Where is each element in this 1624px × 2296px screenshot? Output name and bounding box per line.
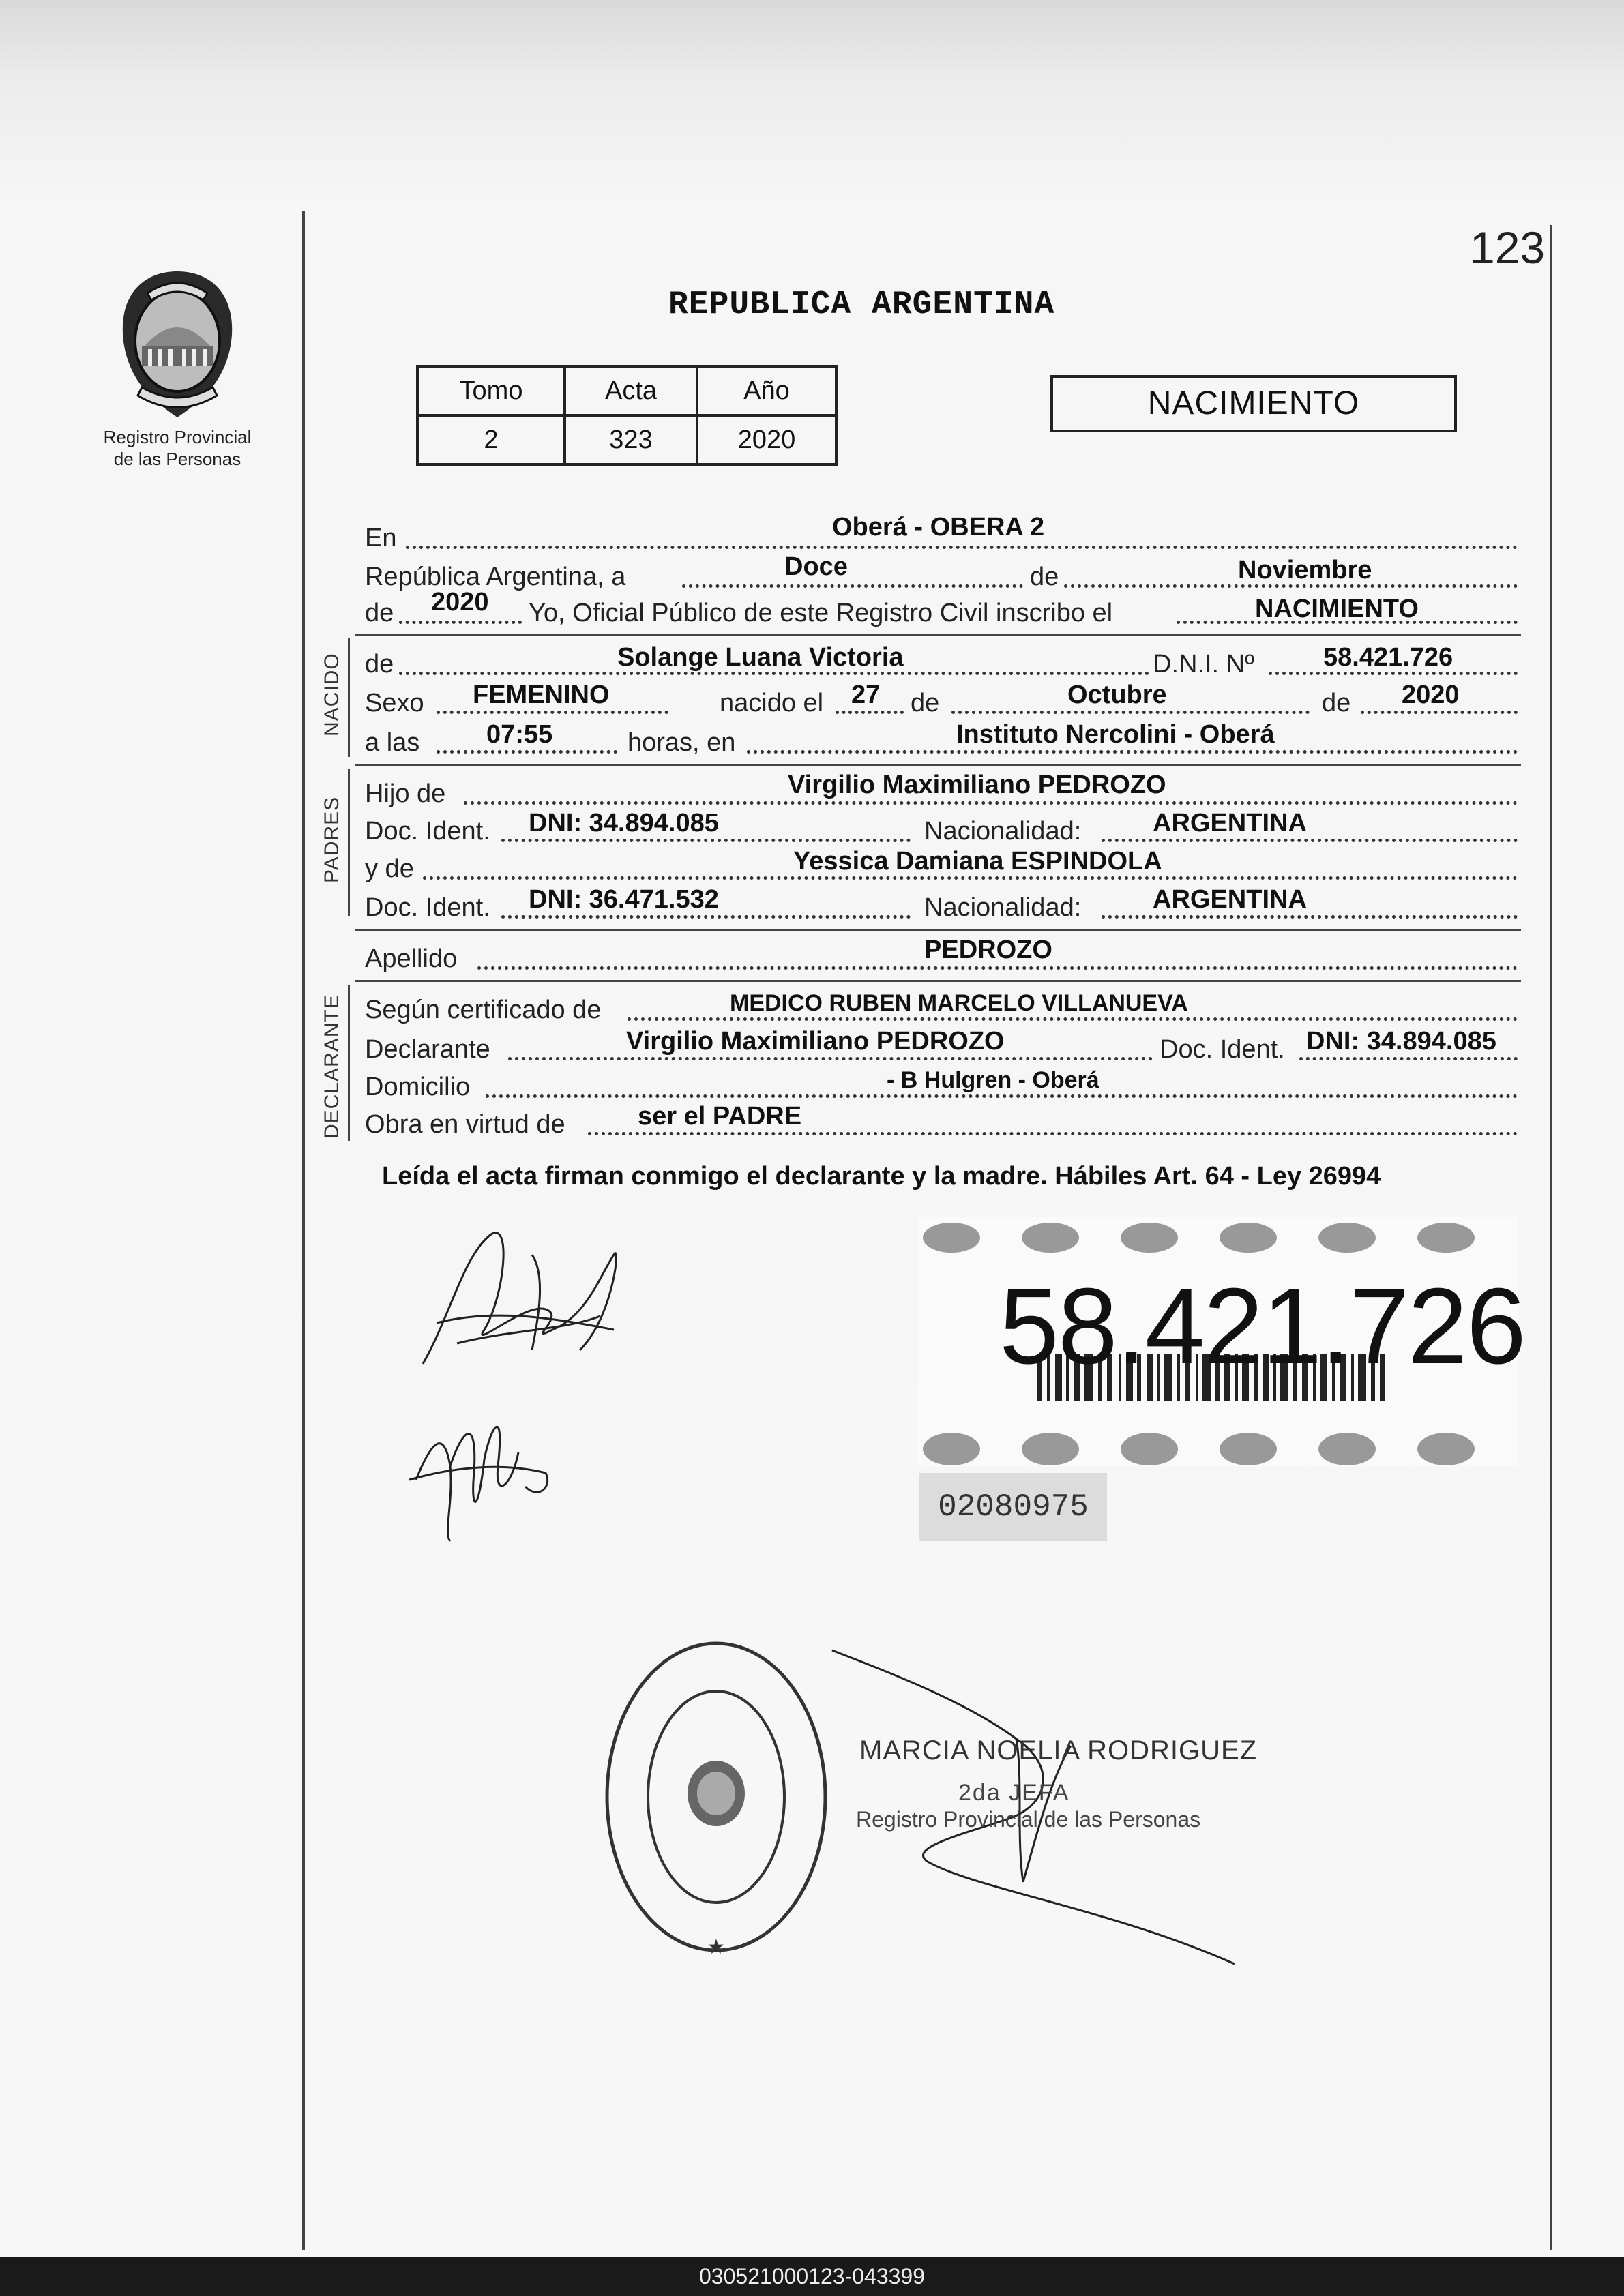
declarante-signature-icon: [409, 1214, 641, 1377]
padres-bracket: [348, 769, 350, 916]
value-father-nat: ARGENTINA: [1153, 809, 1307, 837]
registry-header-row: [417, 366, 836, 415]
value-domicilio: - B Hulgren - Oberá: [887, 1067, 1099, 1093]
dots-birth-year: [1361, 711, 1518, 714]
value-hour: 07:55: [486, 720, 553, 749]
label-a-las: a las: [365, 728, 420, 757]
value-obra: ser el PADRE: [638, 1102, 802, 1131]
mother-signature-icon: [402, 1384, 559, 1555]
declarante-bracket: [348, 985, 350, 1141]
label-father-doc: Doc. Ident.: [365, 817, 490, 846]
official-name: MARCIA NOELIA RODRIGUEZ: [859, 1735, 1258, 1765]
section-divider-3: [355, 929, 1521, 931]
header-acta: Acta: [565, 366, 697, 415]
registry-table: [416, 365, 838, 466]
dots-certificado: [628, 1017, 1518, 1021]
dots-obra: [588, 1132, 1518, 1135]
dots-hour: [437, 750, 617, 754]
dots-father: [464, 801, 1518, 805]
record-type-box: NACIMIENTO: [1050, 375, 1457, 432]
label-de-name: de: [365, 650, 394, 679]
value-name: Solange Luana Victoria: [617, 643, 904, 672]
left-margin-line: [302, 211, 305, 2250]
logo-caption-line2: de las Personas: [113, 449, 241, 469]
official-office: Registro Provincial de las Personas: [856, 1807, 1201, 1832]
label-republica: República Argentina, a: [365, 563, 626, 591]
document-title: REPUBLICA ARGENTINA: [668, 286, 1055, 323]
header-anio: Año: [697, 366, 836, 415]
label-de-year: de: [365, 599, 394, 627]
label-declarante: Declarante: [365, 1035, 490, 1064]
dots-father-doc: [501, 839, 911, 842]
value-mother: Yessica Damiana ESPINDOLA: [793, 847, 1162, 876]
dots-birth-day: [836, 711, 904, 714]
sticker-code: 02080975: [919, 1473, 1107, 1541]
label-de-birth-year: de: [1322, 689, 1351, 717]
label-dni: D.N.I. Nº: [1153, 650, 1254, 679]
dots-birth-month: [951, 711, 1310, 714]
official-role: 2da JEFA: [958, 1780, 1070, 1806]
dots-declarante-doc: [1299, 1057, 1518, 1060]
value-inscribo: NACIMIENTO: [1255, 595, 1419, 623]
label-apellido: Apellido: [365, 944, 458, 973]
label-en: En: [365, 524, 397, 552]
side-label-padres: PADRES: [321, 796, 343, 883]
dots-declarante: [508, 1057, 1153, 1060]
side-label-declarante: DECLARANTE: [321, 994, 343, 1139]
official-round-stamp-icon: [600, 1633, 832, 1960]
label-hijo: Hijo de: [365, 779, 446, 808]
footer-barcode-text: 030521000123-043399: [0, 2257, 1624, 2296]
legal-statement: Leída el acta firman conmigo el declarante y la madre. Hábiles Art. 64 - Ley 26994: [382, 1162, 1381, 1191]
value-birth-month: Octubre: [1067, 681, 1167, 709]
dots-mother-doc: [501, 915, 911, 919]
label-horas: horas, en: [628, 728, 736, 757]
label-mother-nat: Nacionalidad:: [924, 893, 1082, 922]
value-sexo: FEMENINO: [473, 681, 610, 709]
section-divider-4: [355, 980, 1521, 982]
value-acta: 323: [565, 415, 697, 464]
label-de-month: de: [1030, 563, 1059, 591]
province-seal-icon: [109, 266, 246, 423]
registry-logo: [89, 266, 266, 470]
dots-place: [747, 750, 1518, 754]
value-month: Noviembre: [1238, 556, 1372, 584]
value-dni: 58.421.726: [1323, 643, 1453, 672]
label-mother-doc: Doc. Ident.: [365, 893, 490, 922]
value-birth-year: 2020: [1402, 681, 1460, 709]
value-apellido: PEDROZO: [924, 936, 1052, 964]
dots-year: [399, 621, 522, 624]
dots-mother-nat: [1102, 915, 1518, 919]
value-day: Doce: [784, 552, 848, 581]
dots-day: [682, 584, 1023, 588]
label-domicilio: Domicilio: [365, 1073, 471, 1101]
section-divider-2: [355, 764, 1521, 766]
dots-mother: [423, 876, 1518, 880]
label-father-nat: Nacionalidad:: [924, 817, 1082, 846]
dots-domicilio: [486, 1094, 1518, 1098]
side-label-nacido: NACIDO: [321, 653, 343, 736]
value-year: 2020: [431, 588, 489, 616]
right-margin-line: [1550, 225, 1552, 2250]
dni-sticker: [917, 1217, 1525, 1466]
sticker-dni-number: 58.421.726: [999, 1266, 1525, 1386]
value-tomo: 2: [417, 415, 565, 464]
value-mother-nat: ARGENTINA: [1153, 885, 1307, 914]
label-certificado: Según certificado de: [365, 996, 602, 1024]
value-mother-doc: DNI: 36.471.532: [529, 885, 719, 914]
section-divider-1: [355, 634, 1521, 636]
value-declarante: Virgilio Maximiliano PEDROZO: [626, 1027, 1005, 1056]
registry-value-row: [417, 415, 836, 464]
value-declarante-doc: DNI: 34.894.085: [1306, 1027, 1496, 1056]
value-place: Instituto Nercolini - Oberá: [956, 720, 1275, 749]
value-father-doc: DNI: 34.894.085: [529, 809, 719, 837]
logo-caption-line1: Registro Provincial: [103, 427, 252, 447]
value-anio: 2020: [697, 415, 836, 464]
svg-text:★: ★: [707, 1936, 726, 1958]
label-sexo: Sexo: [365, 689, 424, 717]
value-father: Virgilio Maximiliano PEDROZO: [788, 771, 1166, 799]
dots-sexo: [437, 711, 668, 714]
label-obra: Obra en virtud de: [365, 1110, 565, 1139]
label-yo: Yo, Oficial Público de este Registro Civil inscribo el: [529, 599, 1113, 627]
dots-apellido: [477, 966, 1518, 970]
label-y-de: y de: [365, 854, 414, 883]
label-nacido-el: nacido el: [720, 689, 824, 717]
header-tomo: Tomo: [417, 366, 565, 415]
value-birth-day: 27: [851, 681, 881, 709]
dots-father-nat: [1102, 839, 1518, 842]
dots-en: [406, 546, 1518, 549]
label-de-birth-month: de: [911, 689, 940, 717]
nacido-bracket: [348, 638, 350, 757]
label-declarante-doc: Doc. Ident.: [1160, 1035, 1285, 1064]
page-number: 123: [1470, 222, 1546, 273]
value-en: Oberá - OBERA 2: [832, 513, 1045, 541]
value-certificado: MEDICO RUBEN MARCELO VILLANUEVA: [730, 990, 1188, 1016]
